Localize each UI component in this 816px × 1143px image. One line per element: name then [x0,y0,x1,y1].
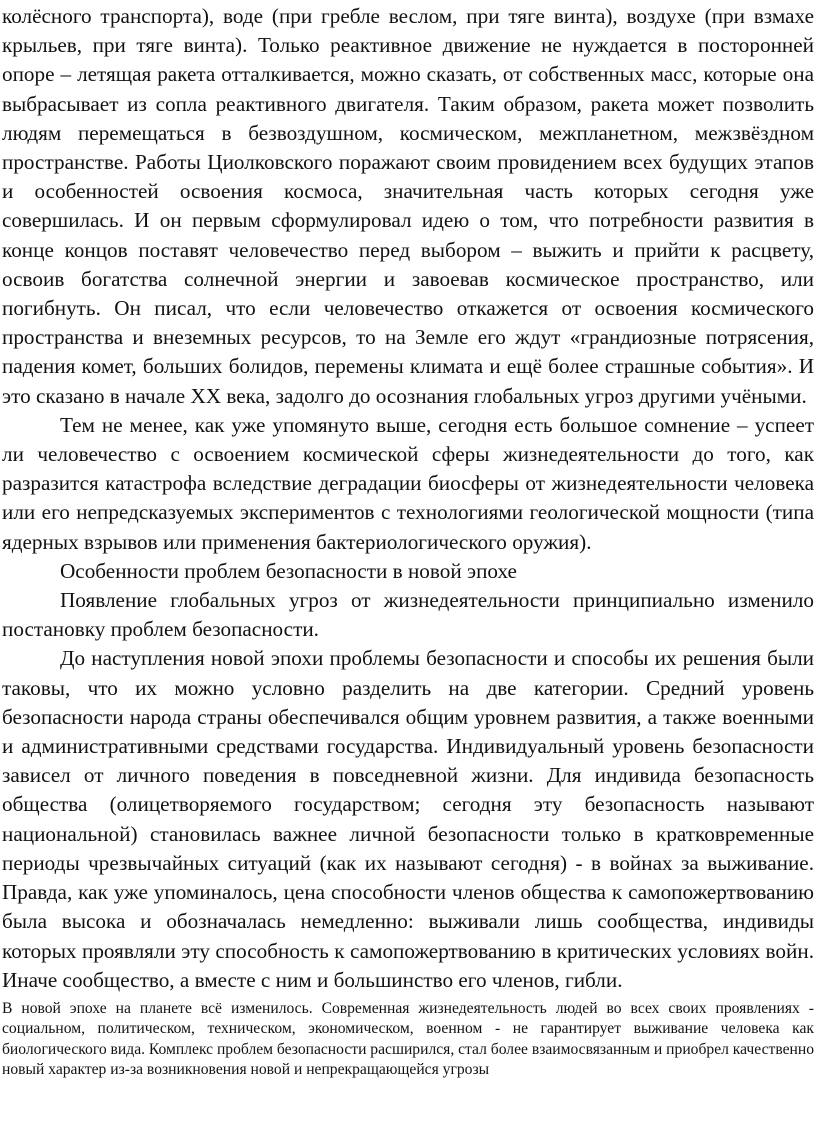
main-text [2,2,814,995]
paragraph-global-threats: Появление глобальных угроз от жизнедеятельности принципиально изменило постановку проблем безопасности. [2,588,814,642]
paragraph-before-new-epoch: До наступления новой эпохи проблемы безопасности и способы их решения были таковы, что их можно условно разделить на две категории. Средний уровень безопасности народа страны обеспечивался общим уровнем развития, а также военными и административными средствами государства. Индивидуальный уровень безопасности зависел от личного поведения в повседневной жизни. Для индивида безопасность общества (олицетворяемого государством; сегодня эту безопасность называют национальной) становилась важнее личной безопасности только в кратковременные периоды чрезвычайных ситуаций (как их называют сегодня) - в войнах за выживание. Правда, как уже упоминалось, цена способности членов общества к самопожертвованию была высока и обозначалась немедленно: выживали лишь сообщества, индивиды которых проявляли эту способность к самопожертвованию в критических условиях войн. Иначе сообщество, а вместе с ним и большинство его членов, гибли. [2,646,814,992]
small-text-block [2,999,814,1081]
paragraph-continuation: колёсного транспорта), воде (при гребле веслом, при тяге винта), воздухе (при взмахе крыльев, при тяге винта). Только реактивное движение не нуждается в посторонней опоре – летящая ракета отталкивается, можно сказать, от собственных масс, которые она выбрасывает из сопла реактивного двигателя. Таким образом, ракета может позволить людям перемещаться в безвоздушном, космическом, межпланетном, межзвёздном пространстве. Работы Циолковского поражают своим провидением всех будущих этапов и особенностей освоения космоса, значительная часть которых сегодня уже совершилась. И он первым сформулировал идею о том, что потребности развития в конце концов поставят человечество перед выбором – выжить и прийти к расцвету, освоив богатства солнечной энергии и завоевав космическое пространство, или погибнуть. Он писал, что если человечество откажется от освоения космического пространства и внеземных ресурсов, то на Земле его ждут «грандиозные потрясения, падения комет, больших болидов, перемены климата и ещё более страшные события». И это сказано в начале XX века, задолго до осознания глобальных угроз другими учёными. [2,4,814,408]
paragraph-doubt: Тем не менее, как уже упомянуто выше, сегодня есть большое сомнение – успеет ли человечество с освоением космической сферы жизнедеятельности до того, как разразится катастрофа вследствие деградации биосферы от жизнедеятельности человека или его непредсказуемых экспериментов с технологиями геологической мощности (типа ядерных взрывов или применения бактериологического оружия). [2,412,814,554]
section-heading: Особенности проблем безопасности в новой эпохе [60,558,517,583]
paragraph-new-epoch: В новой эпохе на планете всё изменилось. Современная жизнедеятельность людей во всех своих проявлениях - социальном, политическом, техническом, экономическом, военном - не гарантирует выживание человека как биологического вида. Комплекс проблем безопасности расширился, стал более взаимосвязанным и приобрел качественно новый характер из-за возникновения новой и непрекращающейся угрозы [2,999,815,1079]
